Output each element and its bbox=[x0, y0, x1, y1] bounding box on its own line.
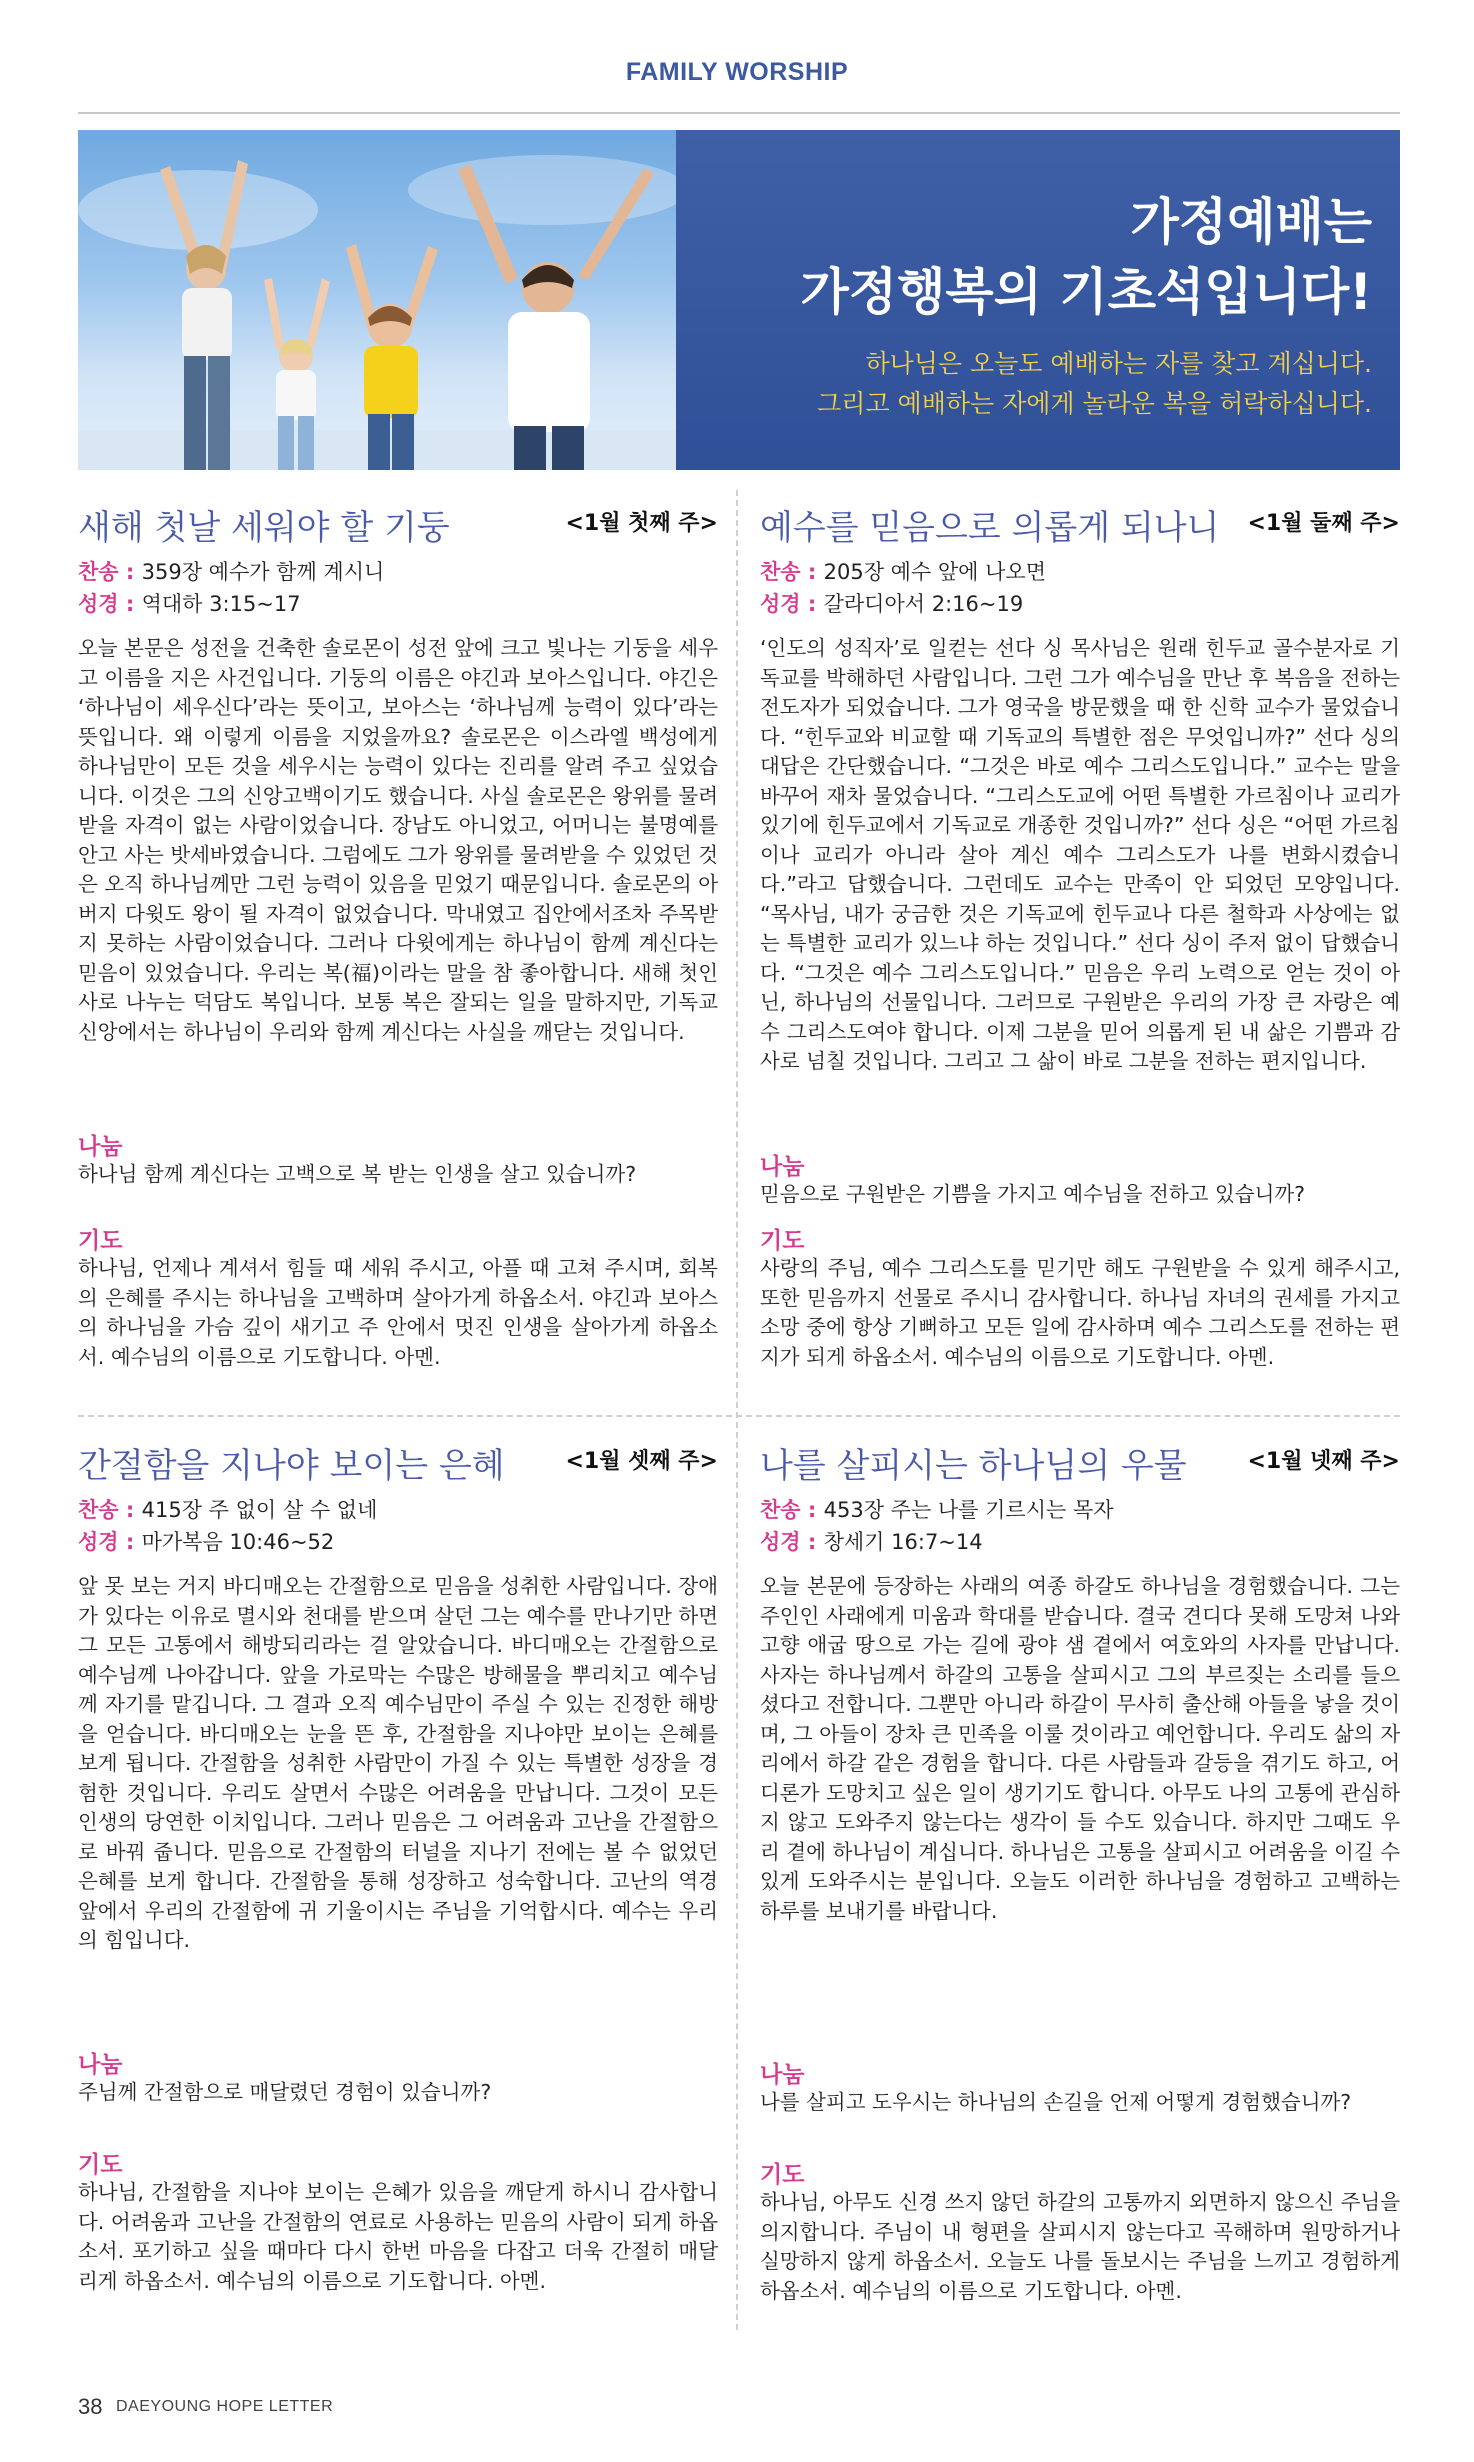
prayer-text: 하나님, 간절함을 지나야 보이는 은혜가 있음을 깨닫게 하시니 감사합니다. 어려움과 고난을 간절함의 연료로 사용하는 믿음의 사람이 되게 하옵소서. 포기하고 싶을 때마다 다시 한번 마음을 다잡고 더욱 간절히 매달리게 하옵소서. 예수님의 이름으로 기도합니다. 아멘. bbox=[78, 2180, 718, 2293]
hero-title-line2: 가정행복의 기초석입니다! bbox=[800, 263, 1372, 321]
sharing-text: 주님께 간절함으로 매달렸던 경험이 있습니까? bbox=[78, 2080, 492, 2104]
scripture-label: 성경 bbox=[78, 1530, 119, 1554]
scripture-value: 창세기 16:7~14 bbox=[823, 1530, 983, 1554]
devotion-week-4 bbox=[760, 1438, 1400, 2338]
prayer-label: 기도 bbox=[760, 2162, 805, 2188]
hero-title-line1: 가정예배는 bbox=[1130, 193, 1372, 251]
header-divider bbox=[78, 112, 1400, 114]
devotion-body: 오늘 본문은 성전을 건축한 솔로몬이 성전 앞에 크고 빛나는 기둥을 세우고 이름을 지은 사건입니다. 기둥의 이름은 야긴과 보아스입니다. 야긴은 ‘하나님이 세우신다’라는 뜻이고, 보아스는 ‘하나님께 능력이 있다’라는 뜻입니다. 왜 이렇게 이름을 지었을까요? 솔로몬은 이스라엘 백성에게 하나님만이 모든 것을 세우시는 능력이 있다는 진리를 알려 주고 싶었습니다. 이것은 그의 신앙고백이기도 했습니다. 사실 솔로몬은 왕위를 물려받을 자격이 없는 사람이었습니다. 장남도 아니었고, 어머니는 불명예를 안고 사는 밧세바였습니다. 그럼에도 그가 왕위를 물려받을 수 있었던 것은 오직 하나님께만 그런 능력이 있음을 믿었기 때문입니다. 솔로몬의 아버지 다윗도 왕이 될 자격이 없었습니다. 막내였고 집안에서조차 주목받지 못하는 사람이었습니다. 그러나 다윗에게는 하나님이 함께 계신다는 믿음이 있었습니다. 우리는 복(福)이라는 말을 참 좋아합니다. 새해 첫인사로 나누는 덕담도 복입니다. 보통 복은 잘되는 일을 말하지만, 기독교 신앙에서는 하나님이 우리와 함께 계신다는 사실을 깨닫는 것입니다. bbox=[78, 636, 718, 1044]
hero-subtitle-line1: 하나님은 오늘도 예배하는 자를 찾고 계십니다. bbox=[865, 349, 1372, 378]
hymn-label: 찬송 bbox=[78, 560, 119, 584]
devotion-week-label: <1월 첫째 주> bbox=[565, 511, 718, 536]
hymn-label: 찬송 bbox=[78, 1498, 119, 1522]
page-number: 38 bbox=[78, 2394, 103, 2419]
hymn-value: 205장 예수 앞에 나오면 bbox=[823, 560, 1047, 584]
hymn-value: 453장 주는 나를 기르시는 목자 bbox=[823, 1498, 1114, 1522]
devotion-week-2 bbox=[760, 500, 1400, 1400]
hymn-value: 415장 주 없이 살 수 없네 bbox=[141, 1498, 378, 1522]
prayer-text: 하나님, 아무도 신경 쓰지 않던 하갈의 고통까지 외면하지 않으신 주님을 의지합니다. 주님이 내 형편을 살피시지 않는다고 곡해하며 원망하거나 실망하지 않게 하옵소서. 오늘도 나를 돌보시는 주님을 느끼고 경험하게 하옵소서. 예수님의 이름으로 기도합니다. 아멘. bbox=[760, 2190, 1400, 2303]
scripture-value: 역대하 3:15~17 bbox=[141, 592, 301, 616]
hero-banner bbox=[78, 130, 1400, 470]
scripture-value: 마가복음 10:46~52 bbox=[141, 1530, 335, 1554]
scripture-line: 성경 : 마가복음 10:46~52 bbox=[78, 1530, 335, 1554]
hymn-line: 찬송 : 359장 예수가 함께 계시니 bbox=[78, 560, 385, 584]
scripture-value: 갈라디아서 2:16~19 bbox=[823, 592, 1024, 616]
devotion-title: 나를 살피시는 하나님의 우물 bbox=[760, 1446, 1187, 1486]
hymn-line: 찬송 : 453장 주는 나를 기르시는 목자 bbox=[760, 1498, 1114, 1522]
sharing-label: 나눔 bbox=[78, 1134, 123, 1160]
sharing-label: 나눔 bbox=[760, 1154, 805, 1180]
scripture-line: 성경 : 역대하 3:15~17 bbox=[78, 592, 301, 616]
sharing-label: 나눔 bbox=[78, 2052, 123, 2078]
devotion-body: 앞 못 보는 거지 바디매오는 간절함으로 믿음을 성취한 사람입니다. 장애가 있다는 이유로 멸시와 천대를 받으며 살던 그는 예수를 만나기만 하면 그 모든 고통에서 해방되리라는 걸 알았습니다. 바디매오는 간절함으로 예수님께 나아갑니다. 앞을 가로막는 수많은 방해물을 뿌리치고 예수님께 자기를 맡깁니다. 그 결과 오직 예수님만이 주실 수 있는 진정한 해방을 얻습니다. 바디매오는 눈을 뜬 후, 간절함을 지나야만 보이는 은혜를 보게 됩니다. 간절함을 성취한 사람만이 가질 수 있는 특별한 성장을 경험한 것입니다. 우리도 살면서 수많은 어려움을 만납니다. 그것이 모든 인생의 당연한 이치입니다. 그러나 믿음은 그 어려움과 고난을 간절함으로 바꿔 줍니다. 믿음으로 간절함의 터널을 지나기 전에는 볼 수 없었던 은혜를 보게 합니다. 간절함을 통해 성장하고 성숙합니다. 고난의 역경 앞에서 우리의 간절함에 귀 기울이시는 주님을 기억합시다. 예수는 우리의 힘입니다. bbox=[78, 1574, 718, 1952]
devotion-body: 오늘 본문에 등장하는 사래의 여종 하갈도 하나님을 경험했습니다. 그는 주인인 사래에게 미움과 학대를 받습니다. 결국 견디다 못해 도망쳐 나와 고향 애굽 땅으로 가는 길에 광야 샘 곁에서 여호와의 사자를 만납니다. 사자는 하나님께서 하갈의 고통을 살피시고 그의 부르짖는 소리를 들으셨다고 전합니다. 그뿐만 아니라 하갈이 무사히 출산해 아들을 낳을 것이며, 그 아들이 장차 큰 민족을 이룰 것이라고 예언합니다. 우리도 삶의 자리에서 하갈 같은 경험을 합니다. 다른 사람들과 갈등을 겪기도 하고, 어디론가 도망치고 싶은 일이 생기기도 합니다. 아무도 나의 고통에 관심하지 않고 도와주지 않는다는 생각이 들 수도 있습니다. 하지만 그때도 우리 곁에 하나님이 계십니다. 하나님은 고통을 살피시고 어려움을 이길 수 있게 도와주시는 분입니다. 오늘도 이러한 하나님을 경험하고 고백하는 하루를 보내기를 바랍니다. bbox=[760, 1574, 1400, 1923]
sharing-text: 믿음으로 구원받은 기쁨을 가지고 예수님을 전하고 있습니까? bbox=[760, 1182, 1306, 1206]
prayer-text: 하나님, 언제나 계셔서 힘들 때 세워 주시고, 아플 때 고쳐 주시며, 회복의 은혜를 주시는 하나님을 고백하며 살아가게 하옵소서. 야긴과 보아스의 하나님을 가슴 깊이 새기고 주 안에서 멋진 인생을 살아가게 하옵소서. 예수님의 이름으로 기도합니다. 아멘. bbox=[78, 1256, 718, 1369]
hymn-line: 찬송 : 205장 예수 앞에 나오면 bbox=[760, 560, 1047, 584]
section-header-label: FAMILY WORSHIP bbox=[625, 58, 849, 86]
devotion-week-1 bbox=[78, 500, 718, 1400]
hymn-value: 359장 예수가 함께 계시니 bbox=[141, 560, 385, 584]
sharing-label: 나눔 bbox=[760, 2062, 805, 2088]
devotion-title: 간절함을 지나야 보이는 은혜 bbox=[78, 1446, 505, 1486]
devotion-body: ‘인도의 성직자’로 일컫는 선다 싱 목사님은 원래 힌두교 골수분자로 기독교를 박해하던 사람입니다. 그런 그가 예수님을 만난 후 복음을 전하는 전도자가 되었습니다. 그가 영국을 방문했을 때 한 신학 교수가 물었습니다. “힌두교와 비교할 때 기독교의 특별한 점은 무엇입니까?” 선다 싱의 대답은 간단했습니다. “그것은 바로 예수 그리스도입니다.” 교수는 말을 바꾸어 재차 물었습니다. “그리스도교에 어떤 특별한 가르침이나 교리가 있기에 힌두교에서 기독교로 개종한 것입니까?” 선다 싱은 “어떤 가르침이나 교리가 아니라 살아 계신 예수 그리스도가 나를 변화시켰습니다.”라고 답했습니다. 그런데도 교수는 만족이 안 되었던 모양입니다. “목사님, 내가 궁금한 것은 기독교에 힌두교나 다른 철학과 사상에는 없는 특별한 교리가 있느냐 하는 것입니다.” 선다 싱이 주저 없이 답했습니다. “그것은 예수 그리스도입니다.” 믿음은 우리 노력으로 얻는 것이 아닌, 하나님의 선물입니다. 그러므로 구원받은 우리의 가장 큰 자랑은 예수 그리스도여야 합니다. 이제 그분을 믿어 의롭게 된 내 삶은 기쁨과 감사로 넘칠 것입니다. 그리고 그 삶이 바로 그분을 전하는 편지입니다. bbox=[760, 636, 1400, 1073]
devotion-week-label: <1월 넷째 주> bbox=[1247, 1449, 1400, 1474]
scripture-label: 성경 bbox=[78, 592, 119, 616]
column-divider bbox=[736, 490, 738, 2330]
scripture-label: 성경 bbox=[760, 1530, 801, 1554]
scripture-line: 성경 : 갈라디아서 2:16~19 bbox=[760, 592, 1024, 616]
family-raising-hands-illustration bbox=[78, 130, 678, 470]
hero-subtitle-line2: 그리고 예배하는 자에게 놀라운 복을 허락하십니다. bbox=[817, 389, 1372, 418]
prayer-label: 기도 bbox=[78, 1228, 123, 1254]
publication-name: DAEYOUNG HOPE LETTER bbox=[116, 2398, 334, 2415]
prayer-label: 기도 bbox=[760, 1228, 805, 1254]
hymn-line: 찬송 : 415장 주 없이 살 수 없네 bbox=[78, 1498, 378, 1522]
devotion-week-3 bbox=[78, 1438, 718, 2338]
family-photo bbox=[78, 130, 678, 470]
devotion-title: 예수를 믿음으로 의롭게 되나니 bbox=[760, 508, 1220, 548]
devotion-title: 새해 첫날 세워야 할 기둥 bbox=[78, 508, 450, 548]
prayer-label: 기도 bbox=[78, 2152, 123, 2178]
hymn-label: 찬송 bbox=[760, 1498, 801, 1522]
hymn-label: 찬송 bbox=[760, 560, 801, 584]
prayer-text: 사랑의 주님, 예수 그리스도를 믿기만 해도 구원받을 수 있게 해주시고, 또한 믿음까지 선물로 주시니 감사합니다. 하나님 자녀의 권세를 가지고 소망 중에 항상 기뻐하고 모든 일에 감사하며 예수 그리스도를 전하는 편지가 되게 하옵소서. 예수님의 이름으로 기도합니다. 아멘. bbox=[760, 1256, 1400, 1369]
scripture-label: 성경 bbox=[760, 592, 801, 616]
scripture-line: 성경 : 창세기 16:7~14 bbox=[760, 1530, 983, 1554]
devotion-week-label: <1월 셋째 주> bbox=[565, 1449, 718, 1474]
row-divider bbox=[78, 1415, 1400, 1417]
hero-text-panel bbox=[676, 130, 1400, 470]
devotion-week-label: <1월 둘째 주> bbox=[1247, 511, 1400, 536]
sharing-text: 하나님 함께 계신다는 고백으로 복 받는 인생을 살고 있습니까? bbox=[78, 1162, 637, 1186]
sharing-text: 나를 살피고 도우시는 하나님의 손길을 언제 어떻게 경험했습니까? bbox=[760, 2090, 1352, 2114]
